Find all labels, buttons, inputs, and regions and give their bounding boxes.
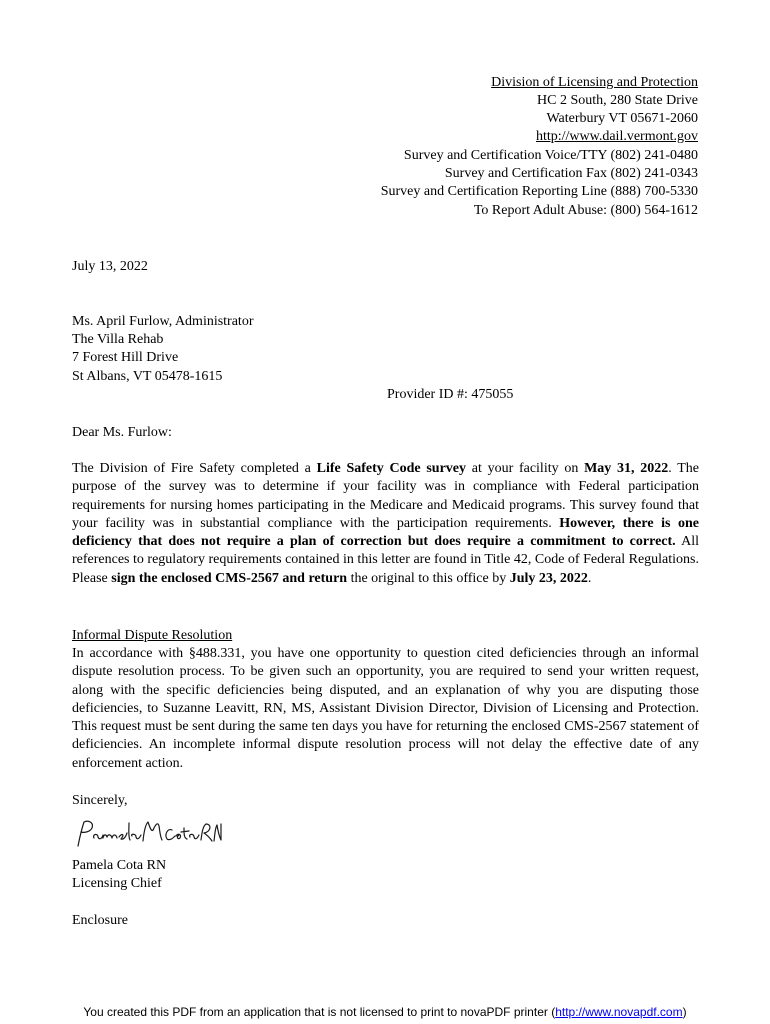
para1-text-5: the original to this office by [347,570,510,586]
dispute-paragraph: In accordance with §488.331, you have one opportunity to question cited deficiencies through an informal dispute resolution process. To be given such an opportunity, you are required to send your written request, along with the specific deficiencies being disputed, and an explanation of why you are disputing those deficiencies, to Suzanne Leavitt, RN, MS, Assistant Division Director, Division of Licensing and Protection. This request must be sent during the same ten days you have for returning the enclosed CMS-2567 statement of deficiencies. An incomplete informal dispute resolution process will not delay the effective date of any enforcement action. [72,646,699,771]
enclosure-note: Enclosure [72,913,128,928]
dispute-heading: Informal Dispute Resolution [72,628,233,643]
letterhead-voice: Survey and Certification Voice/TTY (802) 241-0480 [403,148,698,163]
letterhead-reporting: Survey and Certification Reporting Line (888) 700-5330 [380,184,698,199]
survey-paragraph [72,460,699,588]
letterhead-division: Division of Licensing and Protection [491,75,698,90]
letter-date: July 13, 2022 [72,259,148,274]
recipient-name: Ms. April Furlow, Administrator [72,314,254,329]
para1-text-1: The Division of Fire Safety completed a [72,461,317,476]
signer-title: Licensing Chief [72,876,162,891]
letterhead-abuse: To Report Adult Abuse: (800) 564-1612 [473,203,698,218]
para1-survey-type: Life Safety Code survey [316,461,466,476]
para1-survey-date: May 31, 2022 [584,461,669,476]
footer-close: ) [682,1005,687,1019]
para1-due-date: July 23, 2022 [509,570,588,586]
letterhead-address1: HC 2 South, 280 State Drive [537,93,698,108]
footer-novapdf-link[interactable]: http://www.novapdf.com [555,1005,683,1019]
para1-text-2: at your facility on [466,461,585,476]
footer-text: You created this PDF from an application that is not licensed to print to novaPDF printer ( [83,1005,556,1019]
para1-deficiency-note: However, there is one deficiency that does not require a plan of correction but does require a commitment to correct. [72,515,700,550]
salutation: Dear Ms. Furlow: [72,425,172,440]
signature-drawing [72,816,222,852]
para1-text-4: All references to regulatory requirements contained in this letter are found in Title 42, Code of Federal Regulations. Please [72,534,699,586]
provider-id: Provider ID #: 475055 [387,387,514,402]
para1-text-3: . The purpose of the survey was to determine if your facility was in compliance with Federal participation requirements for nursing homes participating in the Medicare and Medicaid programs. This survey found that your facility was in substantial compliance with the participation requirements. [72,461,700,531]
recipient-facility: The Villa Rehab [72,332,164,347]
signer-name: Pamela Cota RN [72,858,167,873]
print-footer [0,1004,770,1020]
handwritten-signature [72,816,222,857]
para1-text-6: . [587,570,592,586]
letterhead-website-link[interactable]: http://www.dail.vermont.gov [535,129,698,144]
letterhead-fax: Survey and Certification Fax (802) 241-0343 [444,166,698,181]
para1-return-instruction: sign the enclosed CMS-2567 and return [111,570,348,586]
recipient-city: St Albans, VT 05478-1615 [72,369,223,384]
letterhead-address2: Waterbury VT 05671-2060 [546,111,698,126]
closing: Sincerely, [72,793,128,808]
recipient-street: 7 Forest Hill Drive [72,350,179,365]
